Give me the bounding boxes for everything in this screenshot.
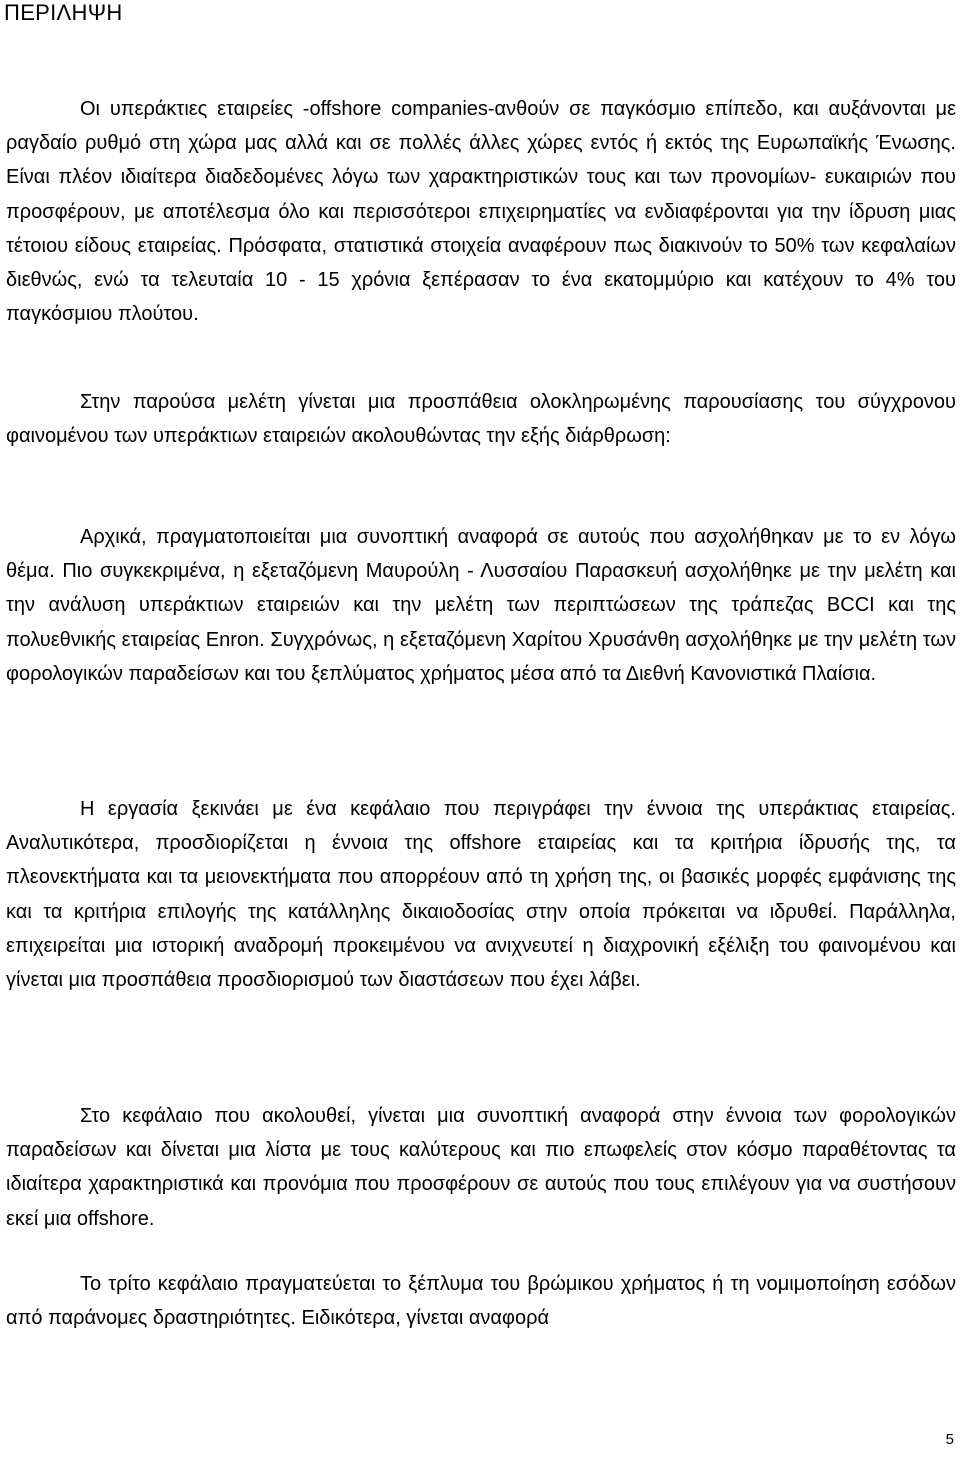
summary-paragraph-structure: Στην παρούσα μελέτη γίνεται μια προσπάθεια ολοκληρωμένης παρουσίασης του σύγχρονου φαινομένου των υπεράκτιων εταιρειών ακολουθώντας την εξής διάρθρωση: xyxy=(6,391,956,448)
summary-paragraph-chapter-one: Η εργασία ξεκινάει με ένα κεφάλαιο που περιγράφει την έννοια της υπεράκτιας εταιρείας. Αναλυτικότερα, προσδιορίζεται η έννοια της offshore εταιρείας και τα κριτήρια ίδρυσής της, τα πλεονεκτήματα και τα μειονεκτήματα που απορρέουν από τη χρήση της, οι βασικές μορφές εμφάνισης της και τα κριτήρια επιλογής της κατάλληλης δικαιοδοσίας στην οποία πρόκειται να ιδρυθεί. Παράλληλα, επιχειρείται μια ιστορική αναδρομή προκειμένου να ανιχνευτεί η διαχρονική εξέλιξη του φαινομένου και γίνεται μια προσπάθεια προσδιορισμού των διαστάσεων που έχει λάβει. xyxy=(6,798,956,992)
summary-paragraph-authors: Αρχικά, πραγματοποιείται μια συνοπτική αναφορά σε αυτούς που ασχολήθηκαν με το εν λόγω θέμα. Πιο συγκεκριμένα, η εξεταζόμενη Μαυρούλη - Λυσσαίου Παρασκευή ασχολήθηκε με την μελέτη και την ανάλυση υπεράκτιων εταιρειών και την μελέτη των περιπτώσεων της τράπεζας BCCI και της πολυεθνικής εταιρείας Enron. Συγχρόνως, η εξεταζόμενη Χαρίτου Χρυσάνθη ασχολήθηκε με την μελέτη των φορολογικών παραδείσων και του ξεπλύματος χρήματος μέσα από τα Διεθνή Κανονιστικά Πλαίσια. xyxy=(6,526,956,685)
summary-paragraph-chapter-three: Το τρίτο κεφάλαιο πραγματεύεται το ξέπλυμα του βρώμικου χρήματος ή τη νομιμοποίηση εσόδων από παράνομες δραστηριότητες. Ειδικότερα, γίνεται αναφορά xyxy=(6,1273,956,1330)
page-title: ΠΕΡΙΛΗΨΗ xyxy=(4,0,123,25)
summary-paragraph-offshore-intro: Οι υπεράκτιες εταιρείες -offshore companies-ανθούν σε παγκόσμιο επίπεδο, και αυξάνονται με ραγδαίο ρυθμό στη χώρα μας αλλά και σε πολλές άλλες χώρες εντός ή εκτός της Ευρωπαϊκής Ένωσης. Είναι πλέον ιδιαίτερα διαδεδομένες λόγω των χαρακτηριστικών τους και των προνομίων- ευκαιριών που προσφέρουν, με αποτέλεσμα όλο και περισσότεροι επιχειρηματίες να ενδιαφέρονται για την ίδρυση μιας τέτοιου είδους εταιρείας. Πρόσφατα, στατιστικά στοιχεία αναφέρουν πως διακινούν το 50% των κεφαλαίων διεθνώς, ενώ τα τελευταία 10 - 15 χρόνια ξεπέρασαν το ένα εκατομμύριο και κατέχουν το 4% του παγκόσμιου πλούτου. xyxy=(6,98,956,326)
summary-paragraph-chapter-two: Στο κεφάλαιο που ακολουθεί, γίνεται μια συνοπτική αναφορά στην έννοια των φορολογικών παραδείσων και δίνεται μια λίστα με τους καλύτερους και πιο επωφελείς στον κόσμο παραθέτοντας τα ιδιαίτερα χαρακτηριστικά και προνόμια που προσφέρουν σε αυτούς που τους επιλέγουν για να συστήσουν εκεί μια offshore. xyxy=(6,1105,956,1230)
page-number: 5 xyxy=(945,1431,954,1448)
